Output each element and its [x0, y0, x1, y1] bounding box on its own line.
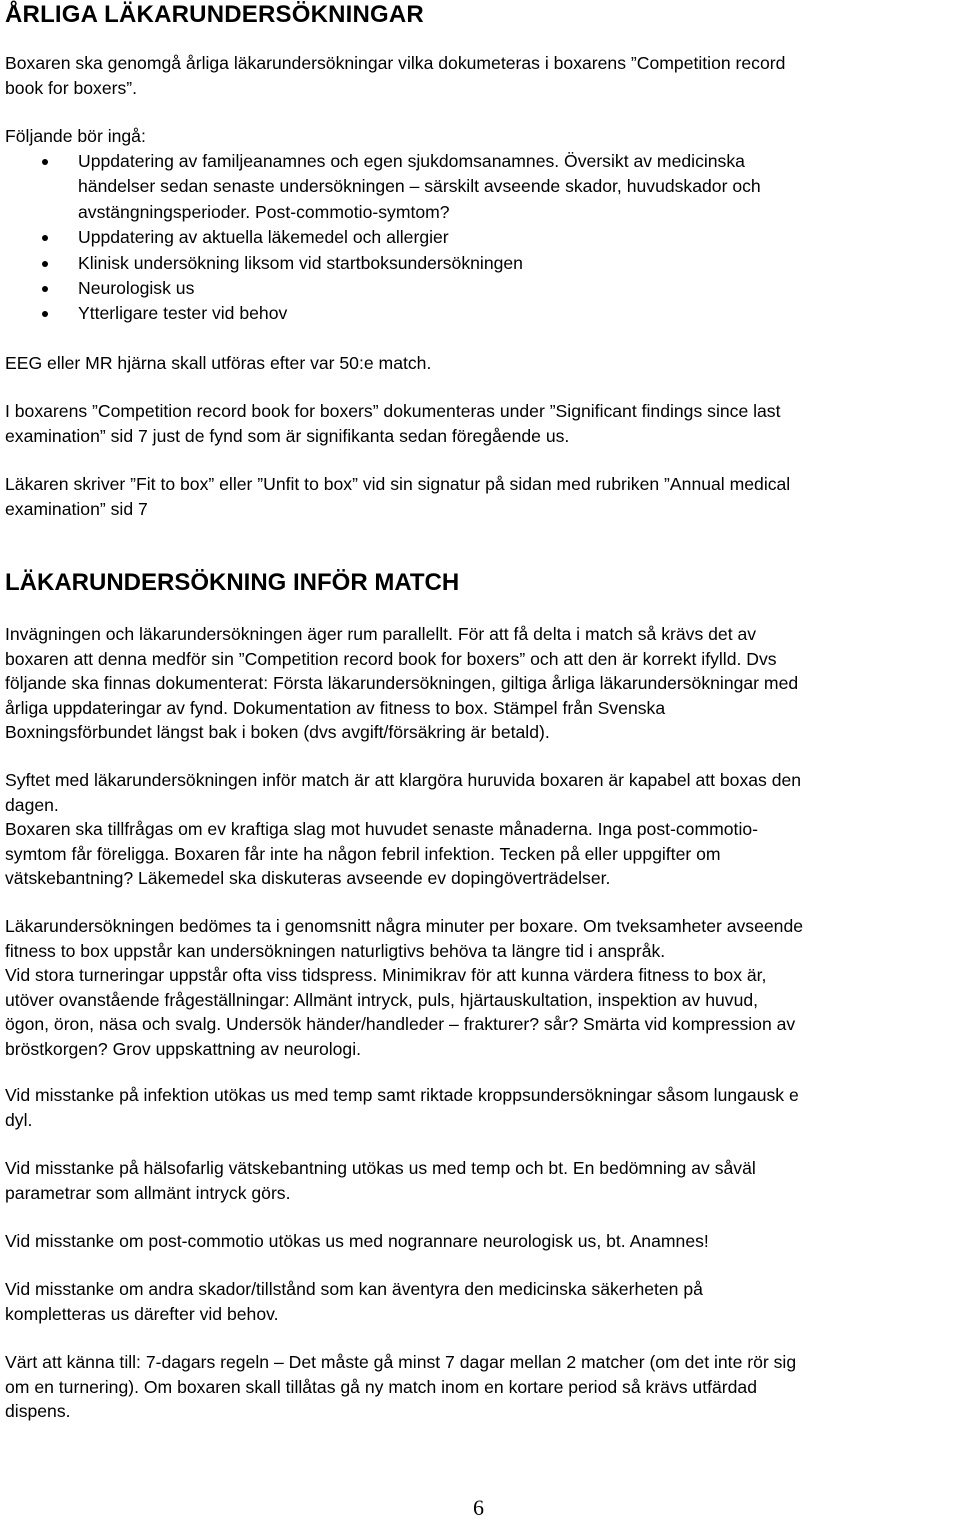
- list-item: [5, 276, 955, 301]
- bullet-icon: [42, 159, 48, 165]
- text-line: examination” sid 7 just de fynd som är signifikanta sedan föregående us.: [5, 425, 570, 446]
- text-line: kompletteras us därefter vid behov.: [5, 1303, 279, 1324]
- list-item: [5, 225, 955, 250]
- section-heading-pre-match: LÄKARUNDERSÖKNING INFÖR MATCH: [5, 569, 460, 596]
- list-item: [5, 301, 955, 326]
- text-line: Värt att känna till: 7-dagars regeln – Det måste gå minst 7 dagar mellan 2 matcher (om det inte rör sig: [5, 1352, 797, 1372]
- text-line: dagen.: [5, 794, 59, 815]
- text-line: Syftet med läkarundersökningen inför match är att klargöra huruvida boxaren är kapabel att boxas den: [5, 770, 802, 790]
- text-line: Boxningsförbundet längst bak i boken (dvs avgift/försäkring är betald).: [5, 722, 550, 742]
- text-line: Boxaren ska tillfrågas om ev kraftiga slag mot huvudet senaste månaderna. Inga post-commotio-: [5, 819, 759, 839]
- list-item: [5, 251, 955, 276]
- text-line: Klinisk undersökning liksom vid startboksundersökningen: [78, 252, 523, 273]
- text-line: vätskebantning? Läkemedel ska diskuteras avseende ev dopingöverträdelser.: [5, 868, 611, 888]
- page-number: 6: [473, 1495, 484, 1520]
- weigh-in-paragraph: [5, 622, 955, 745]
- text-line: årliga uppdateringar av fynd. Dokumentation av fitness to box. Stämpel från Svenska: [5, 697, 666, 718]
- text-line: Läkarundersökningen bedömes ta i genomsnitt några minuter per boxare. Om tveksamheter avseende: [5, 916, 804, 936]
- text-line: fitness to box uppstår kan undersökningen naturligtivs behöva ta längre tid i anspråk.: [5, 940, 666, 961]
- text-line: boxaren att denna medför sin ”Competition record book for boxers” och att den är korrekt ifylld. Dvs: [5, 648, 777, 669]
- fit-to-box-paragraph: [5, 472, 955, 521]
- text-line: parametrar som allmänt intryck görs.: [5, 1182, 291, 1203]
- text-line: I boxarens ”Competition record book for boxers” dokumenteras under ”Significant findings since last: [5, 401, 781, 421]
- text-line: Följande bör ingå:: [5, 126, 146, 146]
- text-line: Vid misstanke om post-commotio utökas us med nogrannare neurologisk us, bt. Anamnes!: [5, 1231, 709, 1251]
- purpose-paragraph: [5, 768, 955, 891]
- seven-day-rule-paragraph: [5, 1350, 955, 1424]
- text-line: Invägningen och läkarundersökningen äger rum parallellt. För att få delta i match så krävs det av: [5, 624, 757, 644]
- text-line: Uppdatering av aktuella läkemedel och allergier: [78, 227, 449, 248]
- text-line: examination” sid 7: [5, 498, 148, 519]
- text-line: symtom får föreligga. Boxaren får inte ha någon febril infektion. Tecken på eller uppgifter om: [5, 843, 721, 864]
- bullet-icon: [42, 261, 48, 267]
- text-line: dispens.: [5, 1401, 71, 1421]
- bullet-icon: [42, 311, 48, 317]
- text-line: följande ska finnas dokumenterat: Första läkarundersökningen, giltiga årliga läkarundersökningar med: [5, 673, 799, 693]
- section-heading-annual-exams: ÅRLIGA LÄKARUNDERSÖKNINGAR: [5, 1, 424, 28]
- text-line: Vid stora turneringar uppstår ofta viss tidspress. Minimikrav för att kunna värdera fitness to box är,: [5, 965, 767, 985]
- text-line: Neurologisk us: [78, 278, 195, 299]
- text-line: book for boxers”.: [5, 77, 138, 98]
- text-line: ögon, öron, näsa och svalg. Undersök händer/handleder – frakturer? sår? Smärta vid kompression av: [5, 1014, 796, 1034]
- text-line: Läkaren skriver ”Fit to box” eller ”Unfit to box” vid sin signatur på sidan med rubriken ”Annual medical: [5, 474, 791, 494]
- text-line: Vid misstanke på hälsofarlig vätskebantning utökas us med temp och bt. En bedömning av såväl: [5, 1158, 756, 1178]
- text-line: Vid misstanke på infektion utökas us med temp samt riktade kroppsundersökningar såsom lungausk e: [5, 1085, 799, 1105]
- text-line: avstängningsperioder. Post-commotio-symtom?: [78, 201, 450, 222]
- text-line: Boxaren ska genomgå årliga läkarundersökningar vilka dokumeteras i boxarens ”Competition record: [5, 53, 786, 73]
- text-line: Vid misstanke om andra skador/tillstånd som kan äventyra den medicinska säkerheten på: [5, 1279, 703, 1299]
- text-line: om en turnering). Om boxaren skall tillåtas gå ny match inom en kortare period så krävs utfärdad: [5, 1376, 757, 1397]
- competition-record-paragraph: [5, 399, 955, 448]
- text-line: bröstkorgen? Grov uppskattning av neurologi.: [5, 1038, 361, 1059]
- bullet-icon: [42, 235, 48, 241]
- text-line: Ytterligare tester vid behov: [78, 303, 288, 324]
- commotio-paragraph: [5, 1229, 955, 1254]
- text-line: händelser sedan senaste undersökningen – särskilt avseende skador, huvudskador och: [78, 176, 761, 197]
- other-injuries-paragraph: [5, 1277, 955, 1326]
- list-intro: [5, 124, 955, 149]
- list-item: [5, 149, 955, 225]
- exam-items-list: [5, 149, 955, 327]
- duration-paragraph: [5, 914, 955, 1061]
- text-line: dyl.: [5, 1109, 33, 1130]
- bullet-icon: [42, 286, 48, 292]
- infection-paragraph: [5, 1083, 955, 1132]
- text-line: EEG eller MR hjärna skall utföras efter var 50:e match.: [5, 353, 432, 373]
- intro-paragraph: [5, 51, 955, 100]
- text-line: Uppdatering av familjeanamnes och egen sjukdomsanamnes. Översikt av medicinska: [78, 151, 745, 171]
- text-line: utöver ovanstående frågeställningar: Allmänt intryck, puls, hjärtauskultation, inspektion av huvud,: [5, 989, 759, 1010]
- dehydration-paragraph: [5, 1156, 955, 1205]
- eeg-paragraph: [5, 351, 955, 376]
